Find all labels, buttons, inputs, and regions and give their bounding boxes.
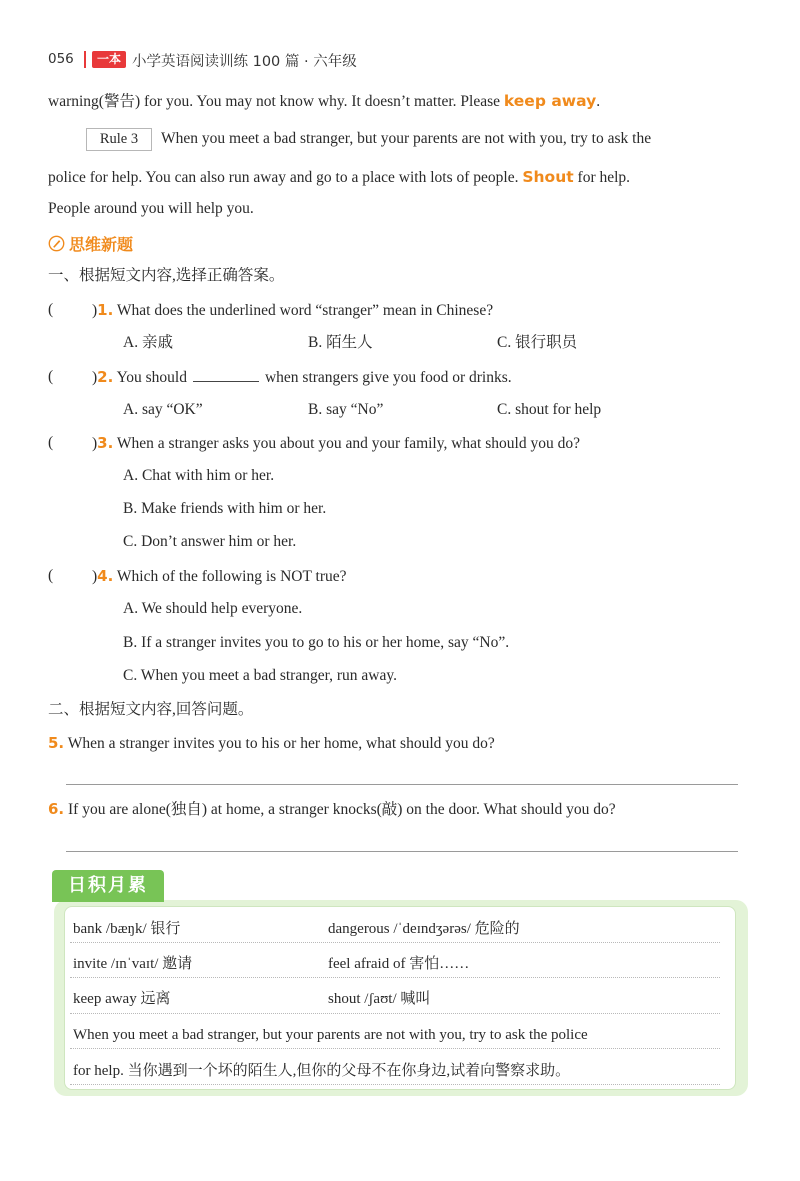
q4-option-b[interactable]: B. If a stranger invites you to go to his or her home, say “No”. — [123, 634, 510, 651]
q1-option-b[interactable]: B. 陌生人 — [308, 334, 373, 351]
vocab-item-bank: bank /bæŋk/ 银行 — [73, 921, 181, 937]
dotted-divider — [70, 942, 720, 943]
q5-question — [48, 733, 495, 754]
dotted-divider — [70, 1084, 720, 1085]
question-number: 4. — [97, 567, 114, 585]
q1-option-c[interactable]: C. 银行职员 — [497, 334, 578, 351]
vocab-sentence-line-1: When you meet a bad stranger, but your parents are not with you, try to ask the police — [73, 1027, 588, 1043]
paren-close: ) — [92, 302, 98, 319]
q2-question — [92, 367, 512, 388]
question-text: Which of the following is NOT true? — [116, 568, 347, 585]
q6-question — [48, 799, 616, 820]
q2-option-c[interactable]: C. shout for help — [497, 401, 602, 418]
vocab-item-feel-afraid: feel afraid of 害怕…… — [328, 956, 470, 972]
brand-logo: 一本 — [92, 51, 126, 68]
rule3-line-2 — [48, 167, 630, 188]
question-text: What does the underlined word “stranger” mean in Chinese? — [116, 302, 494, 319]
question-number: 6. — [48, 800, 65, 818]
vocab-item-invite: invite /ɪnˈvaɪt/ 邀请 — [73, 956, 193, 972]
passage-text: for help. — [573, 169, 631, 186]
page-number: 056 — [48, 51, 74, 67]
passage-line-1 — [48, 91, 600, 112]
question-text: when strangers give you food or drinks. — [264, 369, 512, 386]
pencil-icon — [48, 235, 65, 252]
q4-option-a[interactable]: A. We should help everyone. — [123, 600, 303, 617]
highlight-shout: Shout — [522, 168, 574, 186]
highlight-keep-away: keep away — [503, 92, 597, 110]
q3-option-c[interactable]: C. Don’t answer him or her. — [123, 533, 297, 550]
paren-close: ) — [92, 435, 98, 452]
question-text: If you are alone(独自) at home, a stranger knocks(敲) on the door. What should you do? — [68, 801, 616, 818]
q1-question — [92, 300, 493, 321]
vocab-item-dangerous: dangerous /ˈdeɪndʒərəs/ 危险的 — [328, 921, 520, 937]
vocab-item-shout: shout /ʃaʊt/ 喊叫 — [328, 991, 431, 1007]
q4-option-c[interactable]: C. When you meet a bad stranger, run away. — [123, 667, 397, 684]
vocab-title: 日积月累 — [52, 870, 164, 902]
q5-answer-line[interactable] — [66, 784, 738, 785]
paren-close: ) — [92, 568, 98, 585]
question-number: 3. — [97, 434, 114, 452]
paren-close: ) — [92, 369, 98, 386]
question-number: 1. — [97, 301, 114, 319]
dotted-divider — [70, 977, 720, 978]
vocab-item-keep-away: keep away 远离 — [73, 991, 171, 1007]
passage-text: . — [596, 93, 601, 110]
book-title: 小学英语阅读训练 100 篇 · 六年级 — [132, 54, 357, 70]
passage-text: police for help. You can also run away and go to a place with lots of people. — [48, 169, 523, 186]
q3-answer-paren-open[interactable]: ( — [48, 434, 54, 451]
q3-option-b[interactable]: B. Make friends with him or her. — [123, 500, 327, 517]
q2-option-a[interactable]: A. say “OK” — [123, 401, 203, 418]
question-text: When a stranger invites you to his or her home, what should you do? — [67, 735, 495, 752]
part1-title: 一、根据短文内容,选择正确答案。 — [48, 267, 285, 284]
q1-option-a[interactable]: A. 亲戚 — [123, 334, 173, 351]
q4-question — [92, 566, 347, 587]
header-divider — [84, 51, 86, 68]
q3-option-a[interactable]: A. Chat with him or her. — [123, 467, 275, 484]
rule-label: Rule 3 — [86, 128, 152, 151]
question-text: You should — [116, 369, 187, 386]
question-number: 5. — [48, 734, 65, 752]
dotted-divider — [70, 1013, 720, 1014]
passage-text: warning(警告) for you. You may not know why. It doesn’t matter. Please — [48, 93, 504, 110]
fill-in-blank[interactable] — [193, 367, 259, 382]
section-heading-text: 思维新题 — [69, 234, 134, 254]
rule3-line-1: When you meet a bad stranger, but your parents are not with you, try to ask the — [161, 130, 652, 147]
q3-question — [92, 433, 580, 454]
q1-answer-paren-open[interactable]: ( — [48, 301, 54, 318]
q6-answer-line[interactable] — [66, 851, 738, 852]
question-text: When a stranger asks you about you and your family, what should you do? — [116, 435, 580, 452]
q4-answer-paren-open[interactable]: ( — [48, 567, 54, 584]
q2-option-b[interactable]: B. say “No” — [308, 401, 384, 418]
vocab-sentence-line-2: for help. 当你遇到一个坏的陌生人,但你的父母不在你身边,试着向警察求助。 — [73, 1063, 571, 1079]
question-number: 2. — [97, 368, 114, 386]
section-heading — [48, 232, 133, 254]
part2-title: 二、根据短文内容,回答问题。 — [48, 701, 254, 718]
dotted-divider — [70, 1048, 720, 1049]
q2-answer-paren-open[interactable]: ( — [48, 368, 54, 385]
rule3-line-3: People around you will help you. — [48, 200, 254, 217]
